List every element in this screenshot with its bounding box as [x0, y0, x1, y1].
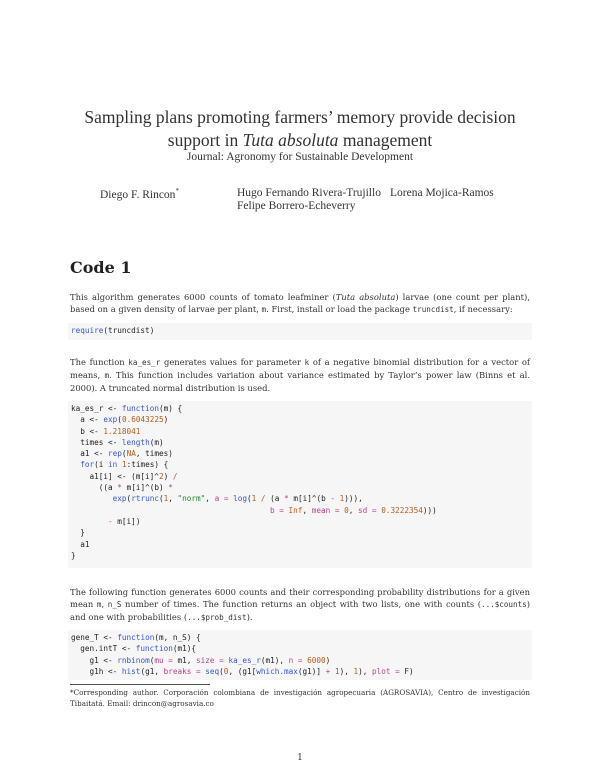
- footnote: *Corresponding author. Corporación colombiana de investigación agropecuaria (AGROSAVIA), Centro de investigación Tibaitatá. Email: drincon@agrosavia.co: [70, 688, 530, 708]
- corresponding-mark: *: [175, 187, 179, 195]
- author-4: Felipe Borrero-Echeverry: [237, 200, 356, 212]
- code-function: require: [71, 326, 104, 335]
- journal-line: Journal: Agronomy for Sustainable Development: [186, 151, 414, 163]
- title-species: Tuta absoluta: [242, 130, 339, 150]
- title-text: management: [338, 130, 433, 150]
- title-text: support in: [167, 130, 243, 150]
- page-number: 1: [297, 753, 303, 763]
- paragraph-2: The function ka_es_r generates values for parameter k of a negative binomial distribution for a vector of means, m. This function includes variation about variance estimated by Taylor’s power law (Binns et al. 2000). A truncated normal distribution is used.: [70, 357, 530, 393]
- code-block-1: [68, 323, 532, 340]
- code-text: (truncdist): [103, 326, 155, 335]
- title-line-1: Sampling plans promoting farmers’ memory provide decision: [84, 107, 516, 127]
- author-3: Lorena Mojica-Ramos: [390, 187, 494, 199]
- code-block-2: ka_es_r <- function(m) { a <- exp(0.6043225) b <- 1.218041 times <- length(m) a1 <- rep(NA, times) for(i in 1:times) { a1[i] <- (m[i]^2) / ((a * m[i]^(b) * exp(rtrunc(1, "norm", a = log(1 / (a * m[i]^(b - 1))), b = Inf, mean = 0, sd = 0.3222354))) - m[i]) } a1 }: [68, 401, 532, 568]
- paper-title: [60, 106, 540, 152]
- footnote-rule: [70, 684, 210, 685]
- paragraph-3: The following function generates 6000 counts and their corresponding probability distributions for a given mean m, n_S number of times. The function returns an object with two lists, one with counts (...$counts) and one with probabilities (...$prob_dist).: [70, 587, 530, 622]
- author-2: Hugo Fernando Rivera-Trujillo: [237, 187, 381, 199]
- title-line-2: [60, 129, 540, 152]
- section-heading: Code 1: [70, 258, 132, 277]
- author-1: [100, 187, 179, 201]
- code-block-3: gene_T <- function(m, n_S) { gen.intT <- function(m1){ g1 <- rnbinom(mu = m1, size = ka_es_r(m1), n = 6000) g1h <- hist(g1, breaks = seq(0, (g1[which.max(g1)] + 1), 1), plot = F): [68, 630, 532, 680]
- author-name: Diego F. Rincon: [100, 188, 176, 201]
- paragraph-1: This algorithm generates 6000 counts of tomato leafminer (Tuta absoluta) larvae (one count per plant), based on a given density of larvae per plant, m. First, install or load the package truncdist, if necessary:: [70, 292, 530, 314]
